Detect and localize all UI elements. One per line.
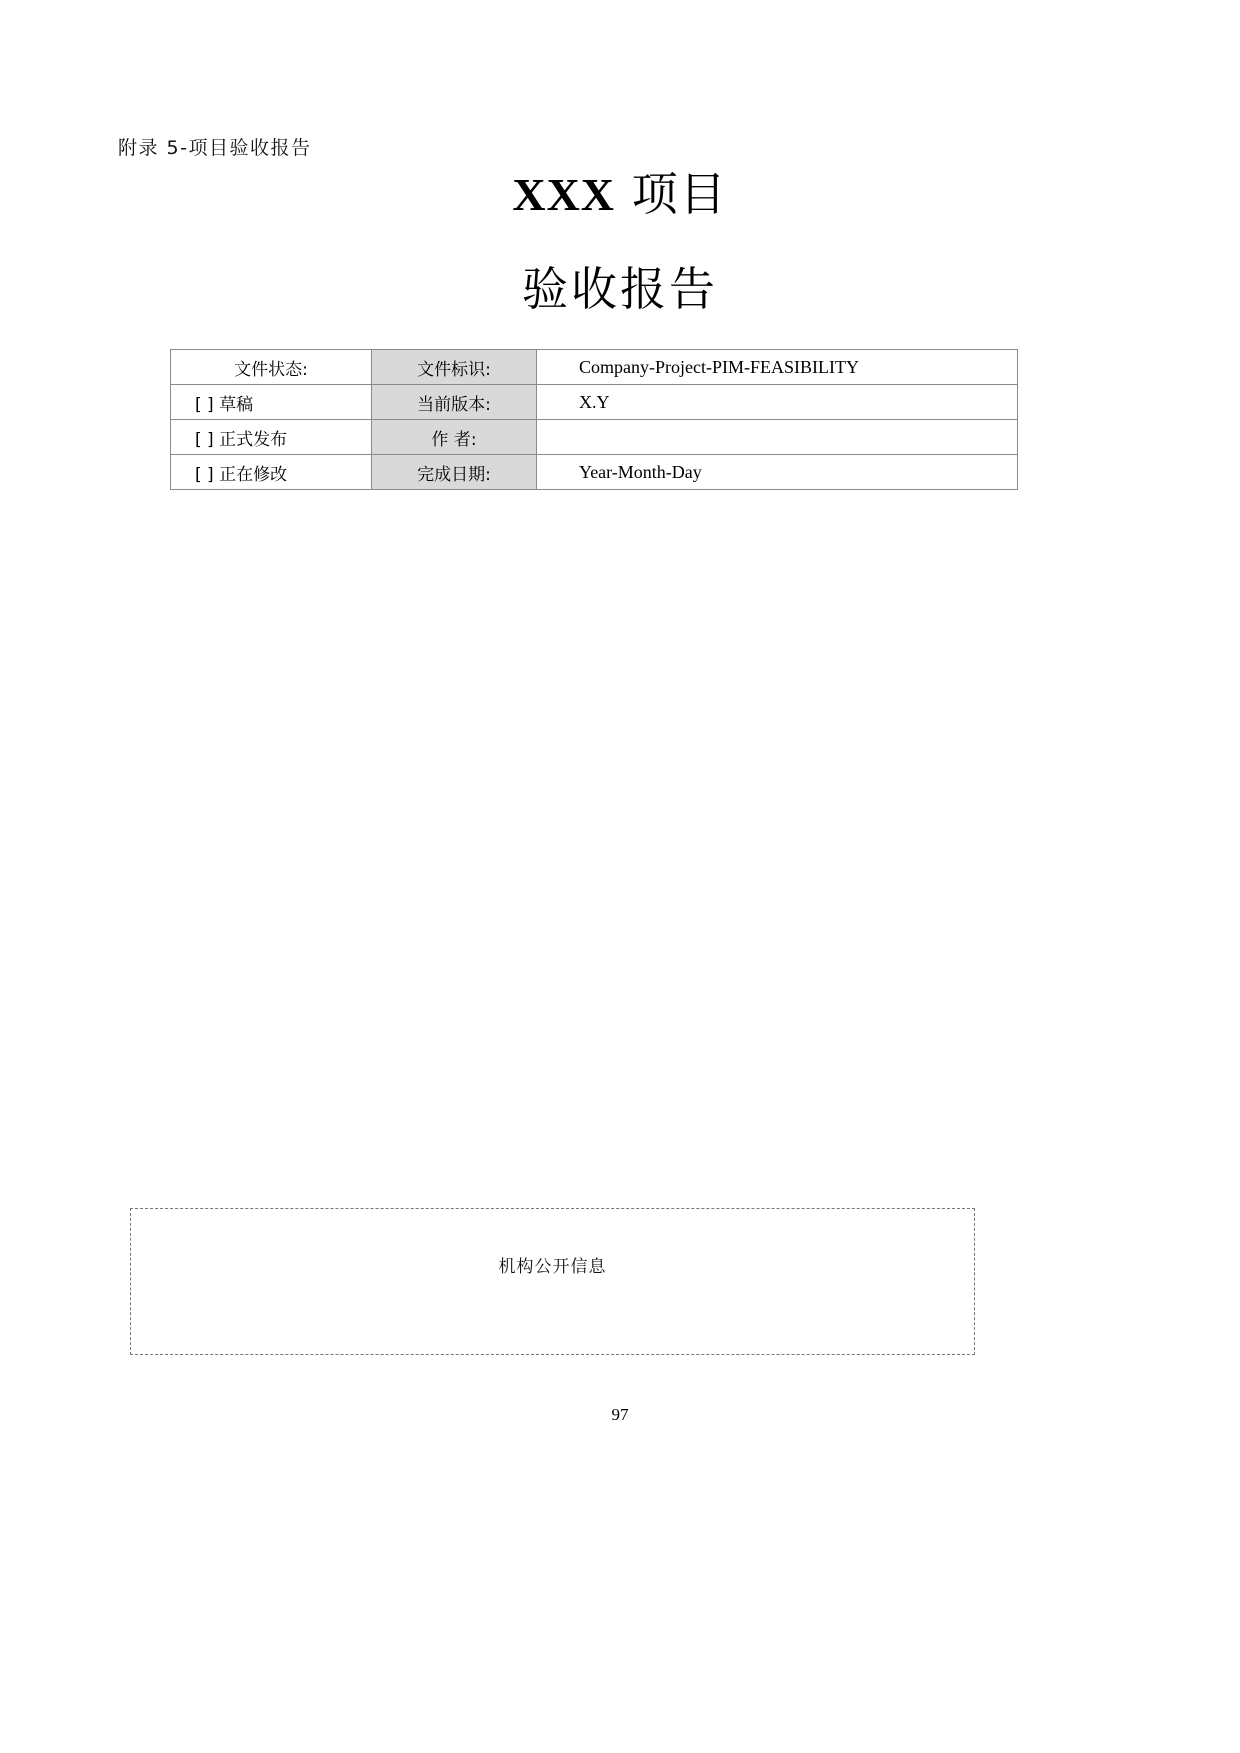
page-title-cjk: 项目 [615,167,728,221]
page-title-latin: XXX [512,169,616,220]
status-option-released[interactable]: [ ] 正式发布 [171,420,372,455]
notice-box [130,1208,975,1355]
status-option-revising[interactable]: [ ] 正在修改 [171,455,372,490]
page-title-primary [0,158,1240,224]
label-author: 作 者: [372,420,537,455]
value-version[interactable]: X.Y [537,385,1018,420]
document-header-label: 附录 5-项目验收报告 [118,137,312,159]
notice-text: 机构公开信息 [498,1257,607,1277]
table-row [171,350,1018,385]
table-row [171,420,1018,455]
value-file-id[interactable]: Company-Project-PIM-FEASIBILITY [537,350,1018,385]
page-number: 97 [611,1405,629,1424]
value-completion-date[interactable]: Year-Month-Day [537,455,1018,490]
table-row [171,385,1018,420]
status-option-draft[interactable]: [ ] 草稿 [171,385,372,420]
label-file-id: 文件标识: [372,350,537,385]
document-info-table [170,349,1018,490]
page-title-secondary: 验收报告 [522,262,718,316]
table-row [171,455,1018,490]
label-version: 当前版本: [372,385,537,420]
value-author[interactable] [537,420,1018,455]
label-completion-date: 完成日期: [372,455,537,490]
status-heading: 文件状态: [171,350,372,385]
